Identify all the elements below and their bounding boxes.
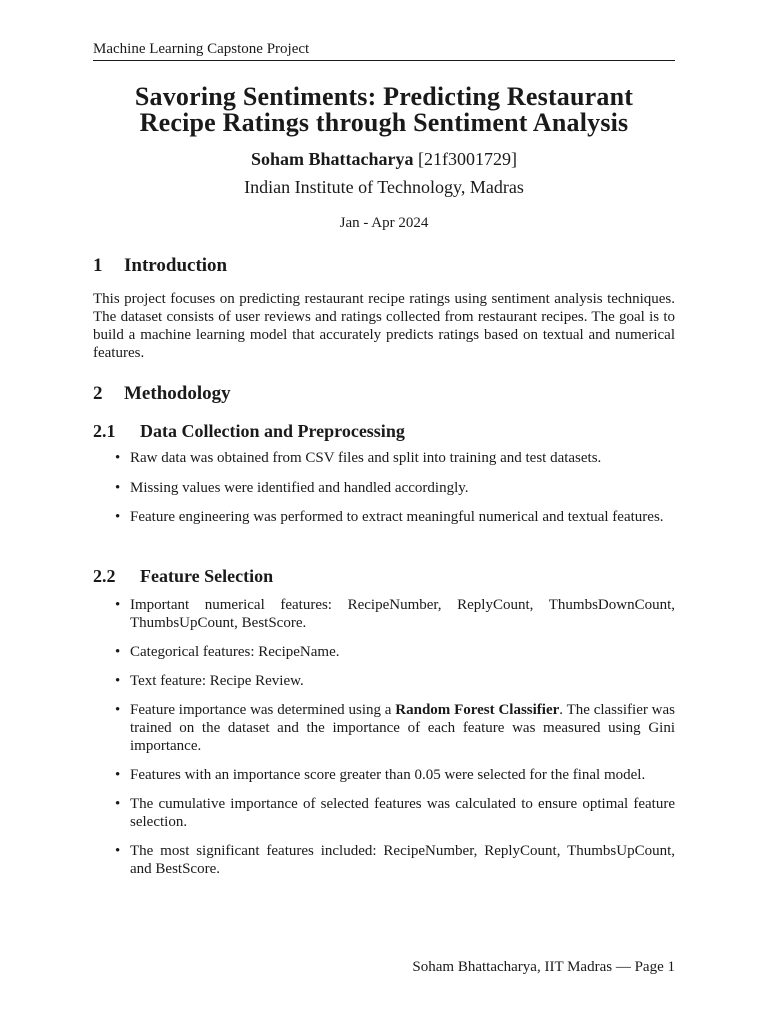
bullet-icon: •	[115, 644, 121, 660]
rf-text-after: . The classifier was trained on the dataset and the importance of each feature was measured using Gini importance.	[130, 702, 675, 754]
rf-classifier-term: Random Forest Classifier	[395, 702, 560, 718]
header-rule	[93, 60, 675, 61]
list-item-text: Raw data was obtained from CSV files and split into training and test datasets.	[130, 450, 602, 466]
bullet-icon: •	[115, 843, 121, 859]
list-item-text: Features with an importance score greater than 0.05 were selected for the final model.	[130, 767, 646, 783]
running-header: Machine Learning Capstone Project	[93, 41, 310, 57]
list-item-text: Important numerical features: RecipeNumber, ReplyCount, ThumbsDownCount, ThumbsUpCount, BestScore.	[130, 597, 675, 631]
section-number: 2	[93, 383, 103, 404]
subsection-title: Data Collection and Preprocessing	[140, 421, 405, 441]
list-item	[93, 508, 675, 526]
intro-paragraph: This project focuses on predicting restaurant recipe ratings using sentiment analysis techniques. The dataset consists of user reviews and ratings collected from restaurant recipes. The goal is to build a machine learning model that accurately predicts ratings based on textual and numerical features.	[93, 291, 675, 361]
list-item	[93, 596, 675, 632]
page-footer: Soham Bhattacharya, IIT Madras — Page 1	[412, 959, 675, 975]
bullet-icon: •	[115, 702, 121, 718]
bullet-icon: •	[115, 597, 121, 613]
author-line	[93, 149, 675, 169]
subsection-heading-data-collection	[93, 420, 405, 442]
section-number: 1	[93, 255, 103, 276]
bullet-icon: •	[115, 450, 121, 466]
bullet-icon: •	[115, 480, 121, 496]
subsection-number: 2.1	[93, 421, 116, 441]
list-item-text: Missing values were identified and handled accordingly.	[130, 480, 469, 496]
data-collection-list	[93, 449, 675, 526]
list-item-text: The cumulative importance of selected features was calculated to ensure optimal feature selection.	[130, 796, 675, 830]
date: Jan - Apr 2024	[339, 215, 429, 231]
list-item	[93, 479, 675, 497]
feature-selection-list	[93, 596, 675, 878]
list-item-text: Categorical features: RecipeName.	[130, 644, 340, 660]
list-item-text: Text feature: Recipe Review.	[130, 673, 304, 689]
list-item	[93, 701, 675, 755]
subsection-heading-feature-selection	[93, 565, 273, 587]
bullet-icon: •	[115, 509, 121, 525]
section-title: Methodology	[124, 383, 231, 404]
rf-text-before: Feature importance was determined using a	[130, 702, 396, 718]
bullet-icon: •	[115, 796, 121, 812]
section-heading-methodology	[93, 383, 231, 405]
list-item-text: Feature engineering was performed to extract meaningful numerical and textual features.	[130, 509, 664, 525]
list-item	[93, 672, 675, 690]
list-item	[93, 842, 675, 878]
list-item	[93, 449, 675, 467]
list-item	[93, 795, 675, 831]
title-line-2: Recipe Ratings through Sentiment Analysis	[139, 108, 629, 137]
bullet-icon: •	[115, 673, 121, 689]
subsection-title: Feature Selection	[140, 566, 274, 586]
title-line-1: Savoring Sentiments: Predicting Restaurant	[134, 82, 634, 111]
paper-title	[93, 84, 675, 136]
section-heading-introduction	[93, 255, 227, 277]
list-item	[93, 766, 675, 784]
institution: Indian Institute of Technology, Madras	[244, 177, 524, 197]
author-name: Soham Bhattacharya	[251, 149, 414, 169]
subsection-number: 2.2	[93, 566, 116, 586]
author-id: [21f3001729]	[418, 149, 517, 169]
bullet-icon: •	[115, 767, 121, 783]
list-item	[93, 643, 675, 661]
section-title: Introduction	[124, 255, 228, 276]
list-item-text: The most significant features included: RecipeNumber, ReplyCount, ThumbsUpCount, and BestScore.	[130, 843, 675, 877]
